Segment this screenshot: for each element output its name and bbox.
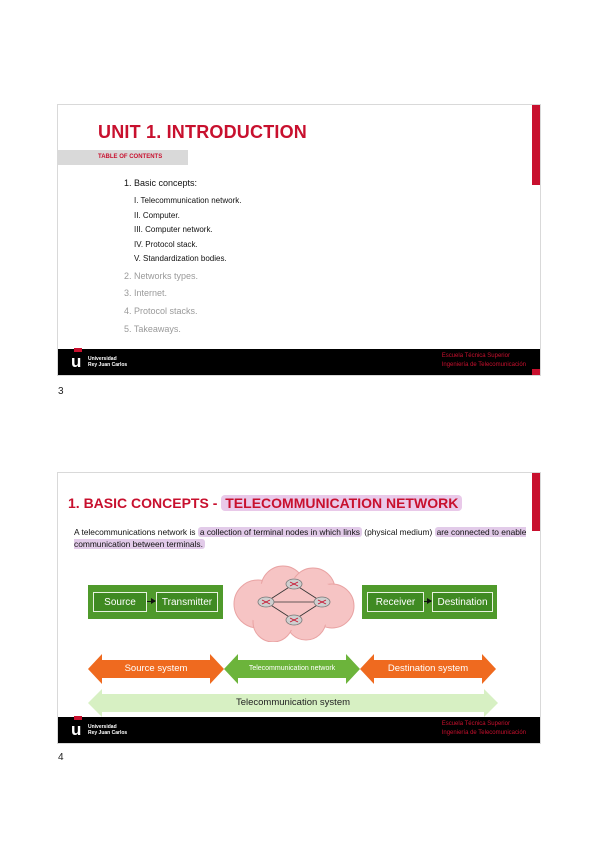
- university-name-line2: Rey Juan Carlos: [88, 362, 128, 368]
- school-line2: Ingeniería de Telecomunicación: [441, 730, 526, 736]
- receiver-box: Receiver: [367, 592, 424, 612]
- university-name-line2: Rey Juan Carlos: [88, 730, 128, 736]
- brand-accent-bar: [532, 473, 540, 531]
- definition-mid: (physical medium): [361, 527, 435, 537]
- university-name-line1: Universidad: [88, 724, 117, 730]
- page-number: 3: [58, 386, 64, 397]
- telecom-network-arrow: [224, 654, 360, 684]
- transmitter-box: Transmitter: [156, 592, 218, 612]
- slide-basic-concepts: [57, 472, 541, 744]
- toc-subitem: II. Computer.: [134, 210, 180, 220]
- university-logo: [71, 721, 141, 739]
- arrow-right-icon: [424, 601, 431, 602]
- table-of-contents: [124, 178, 241, 338]
- toc-item-active: 1. Basic concepts:: [124, 178, 198, 188]
- slide-footer: [58, 717, 540, 743]
- slide-unit-introduction: [57, 104, 541, 376]
- university-logo: [71, 353, 141, 371]
- slide-title: UNIT 1. INTRODUCTION: [98, 122, 307, 142]
- toc-subitem: V. Standardization bodies.: [134, 254, 227, 263]
- source-block: [88, 585, 223, 619]
- definition-highlight-2: are connected to enable communication between terminals.: [74, 527, 527, 549]
- destination-system-label: Destination system: [387, 663, 469, 674]
- title-prefix: 1. BASIC CONCEPTS -: [68, 495, 222, 511]
- source-box: Source: [93, 592, 147, 612]
- arrow-right-icon: [147, 601, 155, 602]
- school-line2: Ingeniería de Telecomunicación: [441, 362, 526, 368]
- toc-item-inactive: 2. Networks types.: [124, 270, 199, 281]
- slide-title: [68, 495, 462, 511]
- telecom-system-label: Telecommunication system: [235, 697, 351, 708]
- brand-accent-bar: [532, 105, 540, 185]
- page-number: 4: [58, 752, 64, 763]
- destination-block: [362, 585, 497, 619]
- toc-item-inactive: 3. Internet.: [124, 287, 168, 298]
- toc-subitem: I. Telecommunication network.: [134, 196, 242, 205]
- definition-start: A telecommunications network is: [74, 527, 198, 537]
- toc-item-inactive: 5. Takeaways.: [124, 323, 181, 334]
- definition-highlight-1: a collection of terminal nodes in which links: [199, 527, 360, 537]
- university-name-line1: Universidad: [88, 356, 117, 362]
- toc-subitem: III. Computer network.: [134, 225, 213, 234]
- school-name: [442, 352, 526, 370]
- logo-u-mark: u: [71, 720, 82, 739]
- source-system-label: Source system: [124, 663, 188, 674]
- source-system-arrow: [88, 654, 224, 684]
- logo-u-mark: u: [71, 352, 82, 371]
- school-line1: Escuela Técnica Superior: [441, 721, 510, 727]
- network-cloud: [228, 564, 358, 642]
- toc-item-inactive: 4. Protocol stacks.: [124, 305, 198, 316]
- slide-footer: [58, 349, 540, 375]
- destination-box: Destination: [432, 592, 493, 612]
- toc-label: TABLE OF CONTENTS: [98, 154, 163, 160]
- destination-system-arrow: [360, 654, 496, 684]
- definition-text: [74, 526, 529, 550]
- telecom-network-label: Telecommunication network: [248, 665, 336, 672]
- school-line1: Escuela Técnica Superior: [441, 353, 510, 359]
- footer-accent: [532, 369, 540, 376]
- school-name: [442, 720, 526, 738]
- telecom-system-arrow: [88, 689, 498, 717]
- title-highlight: TELECOMMUNICATION NETWORK: [221, 495, 462, 511]
- toc-subitem: IV. Protocol stack.: [134, 239, 198, 249]
